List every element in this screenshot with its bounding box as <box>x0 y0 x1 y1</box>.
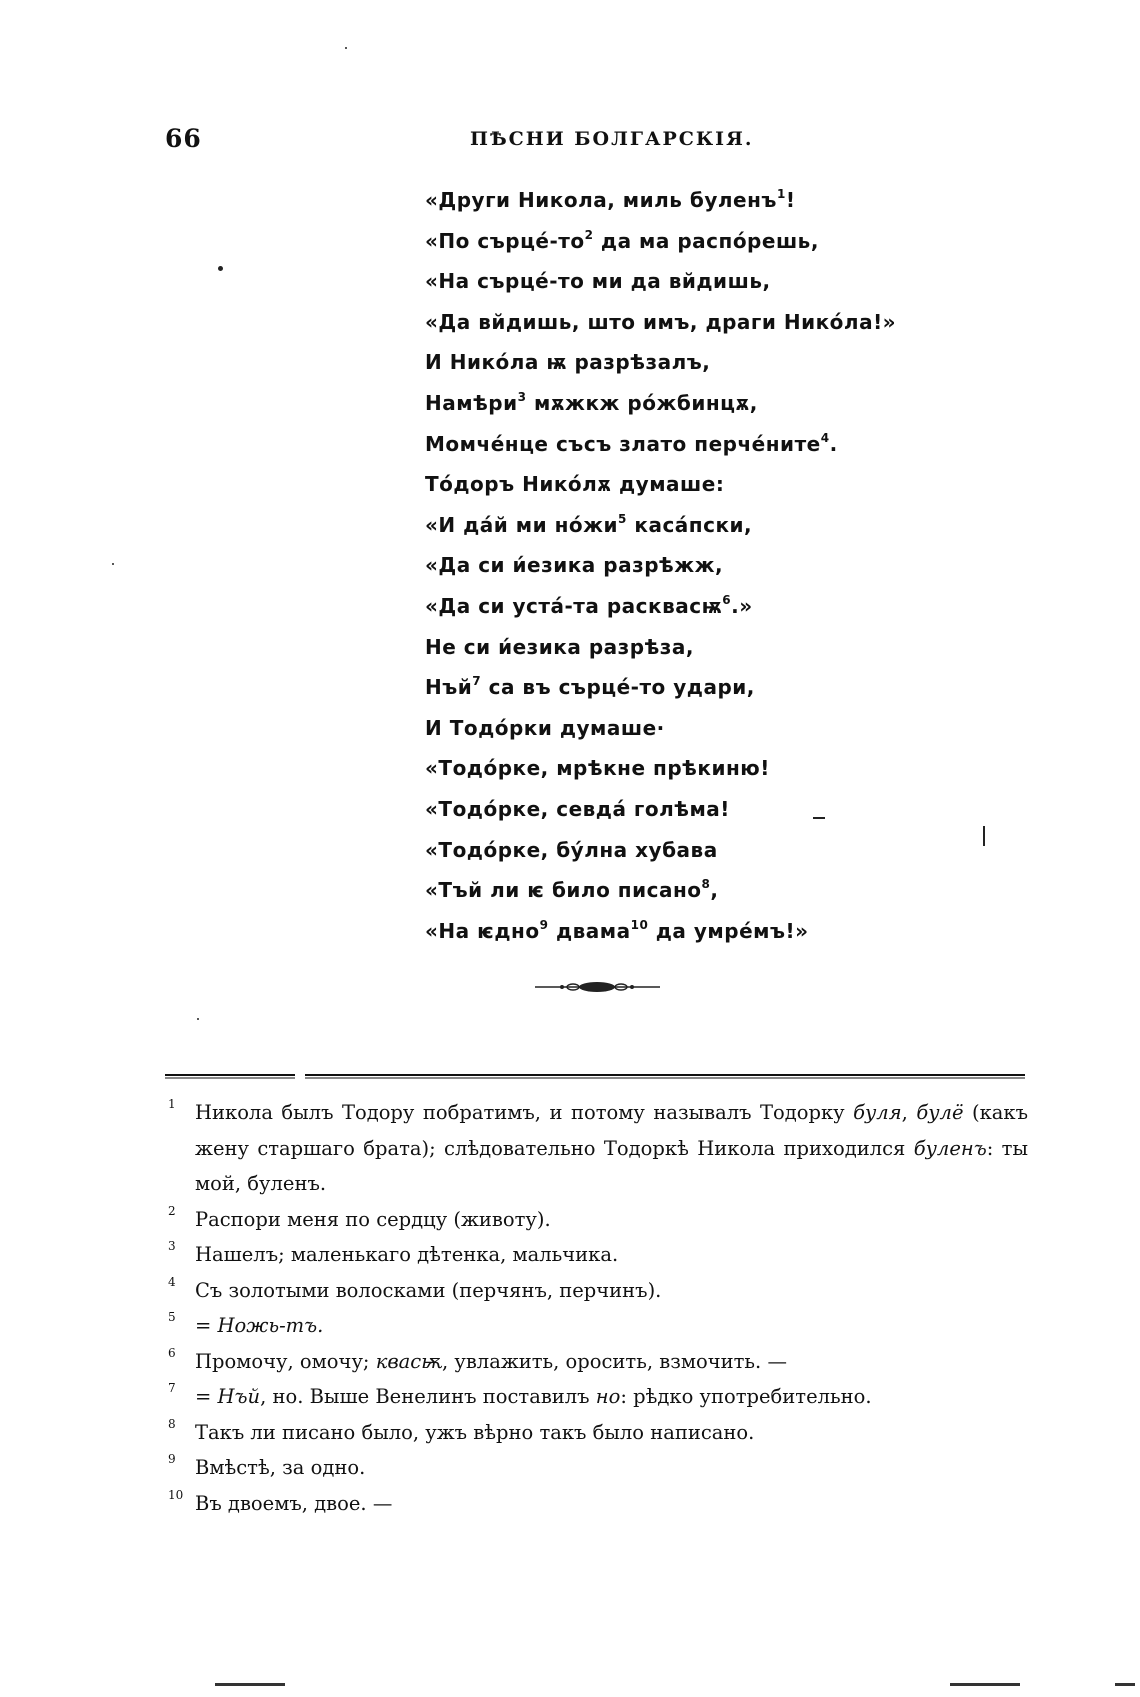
footnote-number: 3 <box>168 1239 176 1253</box>
scan-speck <box>983 826 985 846</box>
scan-speck <box>345 47 347 49</box>
verse-line: «На сърцé-то ми да вйдишь, <box>425 269 771 294</box>
footnote: 3 Нашелъ; маленькаго дѣтенка, мальчика. <box>168 1237 1028 1273</box>
footnote-number: 1 <box>168 1097 176 1111</box>
footnote: 5 = Ножь-тъ. <box>168 1308 1028 1344</box>
verse-line: Нъй$^7$ са въ сърцé-то удари, <box>425 674 755 700</box>
footnote: 1 Никола былъ Тодору побратимъ, и потому называлъ Тодорку буля, булё (какъ жену старшаго брата); слѣдовательно Тодоркѣ Никола приходился буленъ: ты мой, буленъ. <box>168 1095 1028 1202</box>
verse-line: «Да си и́езика разрѣжж, <box>425 553 724 578</box>
running-title: ПѢСНИ БОЛГАРСКІЯ. <box>470 128 754 150</box>
verse-line: «Тодóрке, бýлна хубава <box>425 837 718 862</box>
footnote-number: 2 <box>168 1203 176 1218</box>
scan-speck <box>218 266 223 271</box>
verse-line: «И дáй ми нóжи$^5$ касáпски, <box>425 511 753 537</box>
verse-line: «Тодóрке, мрѣкне прѣкиню! <box>425 756 770 781</box>
verse-line: Тóдоръ Никóлѫ думаше: <box>425 472 725 497</box>
verse-line: «Тодóрке, севдá голѣма! <box>425 796 730 821</box>
scan-edge-mark <box>1115 1683 1135 1686</box>
verse-line: И Никóла ѭ разрѣзалъ, <box>425 350 711 375</box>
footnote: 6 Промочу, омочу; квасѭ, увлажить, оросить, взмочить. — <box>168 1344 1028 1380</box>
footnote: 10 Въ двоемъ, двое. — <box>168 1486 1028 1522</box>
scan-edge-mark <box>215 1683 285 1686</box>
verse-line: «По сърцé-$то^2$ да ма распóрешь, <box>425 227 819 253</box>
verse-line: «На ѥдно$^9$ двама$^{10}$ да умрéмъ!» <box>425 917 809 943</box>
footnote: 8 Такъ ли писано было, ужъ вѣрно такъ было написано. <box>168 1415 1028 1451</box>
verse-line: «Да си устá-та расквасѭ$^6$.» <box>425 592 753 618</box>
verse-line: Намѣри$^3$ мѫжкж рóжбинцѫ, <box>425 389 758 415</box>
footnote-number: 7 <box>168 1381 176 1395</box>
footnote-number: 8 <box>168 1416 176 1431</box>
verse-line: «Да вйдишь, што имъ, драги Никóла!» <box>425 309 897 334</box>
footnote: 7 = Нъй, но. Выше Венелинъ поставилъ но: рѣдко употребительно. <box>168 1379 1028 1415</box>
poem <box>425 180 895 951</box>
verse-line: Момчéнце съсъ злато перчéните$^4$. <box>425 430 838 456</box>
footnotes <box>168 1095 1028 1521</box>
scan-edge-mark <box>950 1683 1020 1686</box>
scan-speck <box>112 563 114 565</box>
verse-line: И Тодóрки думаше· <box>425 715 665 740</box>
footnote-rule <box>165 1073 1025 1079</box>
verse-line: «Тъй ли ѥ било писано$^8$, <box>425 877 719 903</box>
footnote-number: 4 <box>168 1274 176 1289</box>
footnote-number: 10 <box>168 1487 184 1502</box>
footnote-number: 5 <box>168 1310 176 1324</box>
footnote-number: 9 <box>168 1452 176 1466</box>
scan-speck <box>813 817 825 819</box>
verse-line: «Други Никола, миль буленъ$^1$! <box>425 187 796 212</box>
page-number: 66 <box>165 124 202 153</box>
scan-speck <box>197 1018 199 1020</box>
footnote-number: 6 <box>168 1345 176 1360</box>
footnote: 4 Съ золотыми волосками (перчянъ, перчинъ). <box>168 1273 1028 1309</box>
footnote: 9 Вмѣстѣ, за одно. <box>168 1450 1028 1486</box>
verse-line: Не си и́езика разрѣза, <box>425 634 695 659</box>
footnote: 2 Распори меня по сердцу (животу). <box>168 1202 1028 1238</box>
ornament-divider <box>535 978 660 996</box>
